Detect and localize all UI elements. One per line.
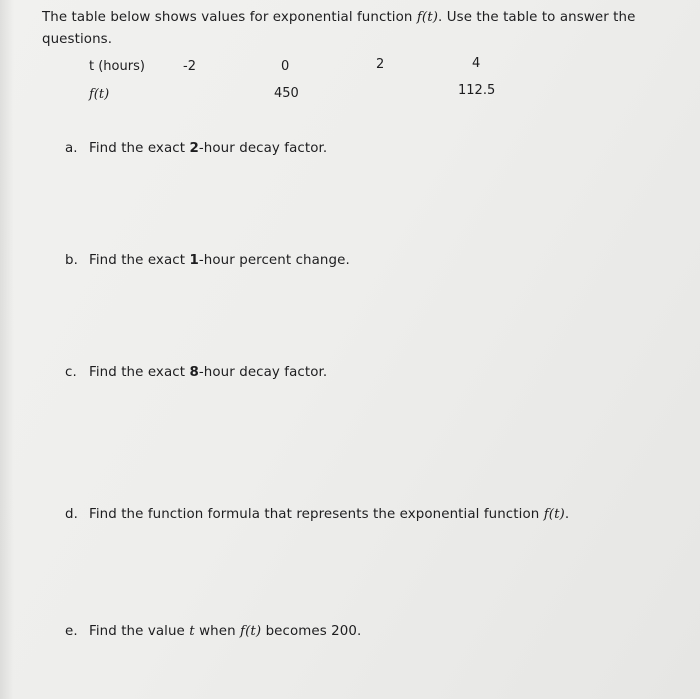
t-value: 0 (281, 59, 290, 74)
page-edge-shadow (0, 0, 14, 699)
question-function: f(t) (240, 624, 262, 639)
question-letter: a. (65, 141, 78, 156)
f-value: 450 (274, 86, 299, 101)
question-letter: b. (65, 253, 78, 268)
t-value: 4 (472, 56, 481, 71)
question-text: -hour decay factor. (198, 141, 328, 156)
question-text: Find the exact (89, 365, 190, 380)
question-bold: 8 (189, 365, 199, 380)
f-value: 112.5 (458, 83, 496, 98)
question-text: -hour percent change. (198, 253, 350, 268)
intro-text (42, 7, 662, 51)
question-letter: c. (65, 365, 77, 380)
question-letter: d. (65, 507, 78, 522)
question-function: f(t) (543, 507, 565, 522)
question-variable: t (189, 624, 195, 639)
question-bold: 1 (189, 253, 199, 268)
row-header-f: f(t) (89, 87, 110, 102)
intro-part1: The table below shows values for exponential function (42, 10, 417, 25)
intro-function: f(t) (416, 10, 439, 25)
question-text: becomes 200. (261, 624, 362, 639)
question-d (65, 507, 569, 522)
question-letter: e. (65, 624, 78, 639)
question-text: Find the exact (89, 253, 190, 268)
t-value: 2 (376, 57, 385, 72)
question-c (65, 365, 327, 380)
question-text: Find the value (89, 624, 190, 639)
question-bold: 2 (189, 141, 199, 156)
question-text: Find the exact (89, 141, 190, 156)
question-a (65, 141, 327, 156)
question-text: Find the function formula that represents the exponential function (89, 507, 544, 522)
t-value: -2 (183, 59, 196, 74)
question-b (65, 253, 350, 268)
question-e (65, 624, 361, 639)
question-text: -hour decay factor. (198, 365, 328, 380)
row-header-t: t (hours) (89, 59, 145, 74)
question-text: . (564, 507, 570, 522)
intro-part2: . Use the table to answer the questions. (42, 10, 636, 47)
question-text: when (194, 624, 241, 639)
